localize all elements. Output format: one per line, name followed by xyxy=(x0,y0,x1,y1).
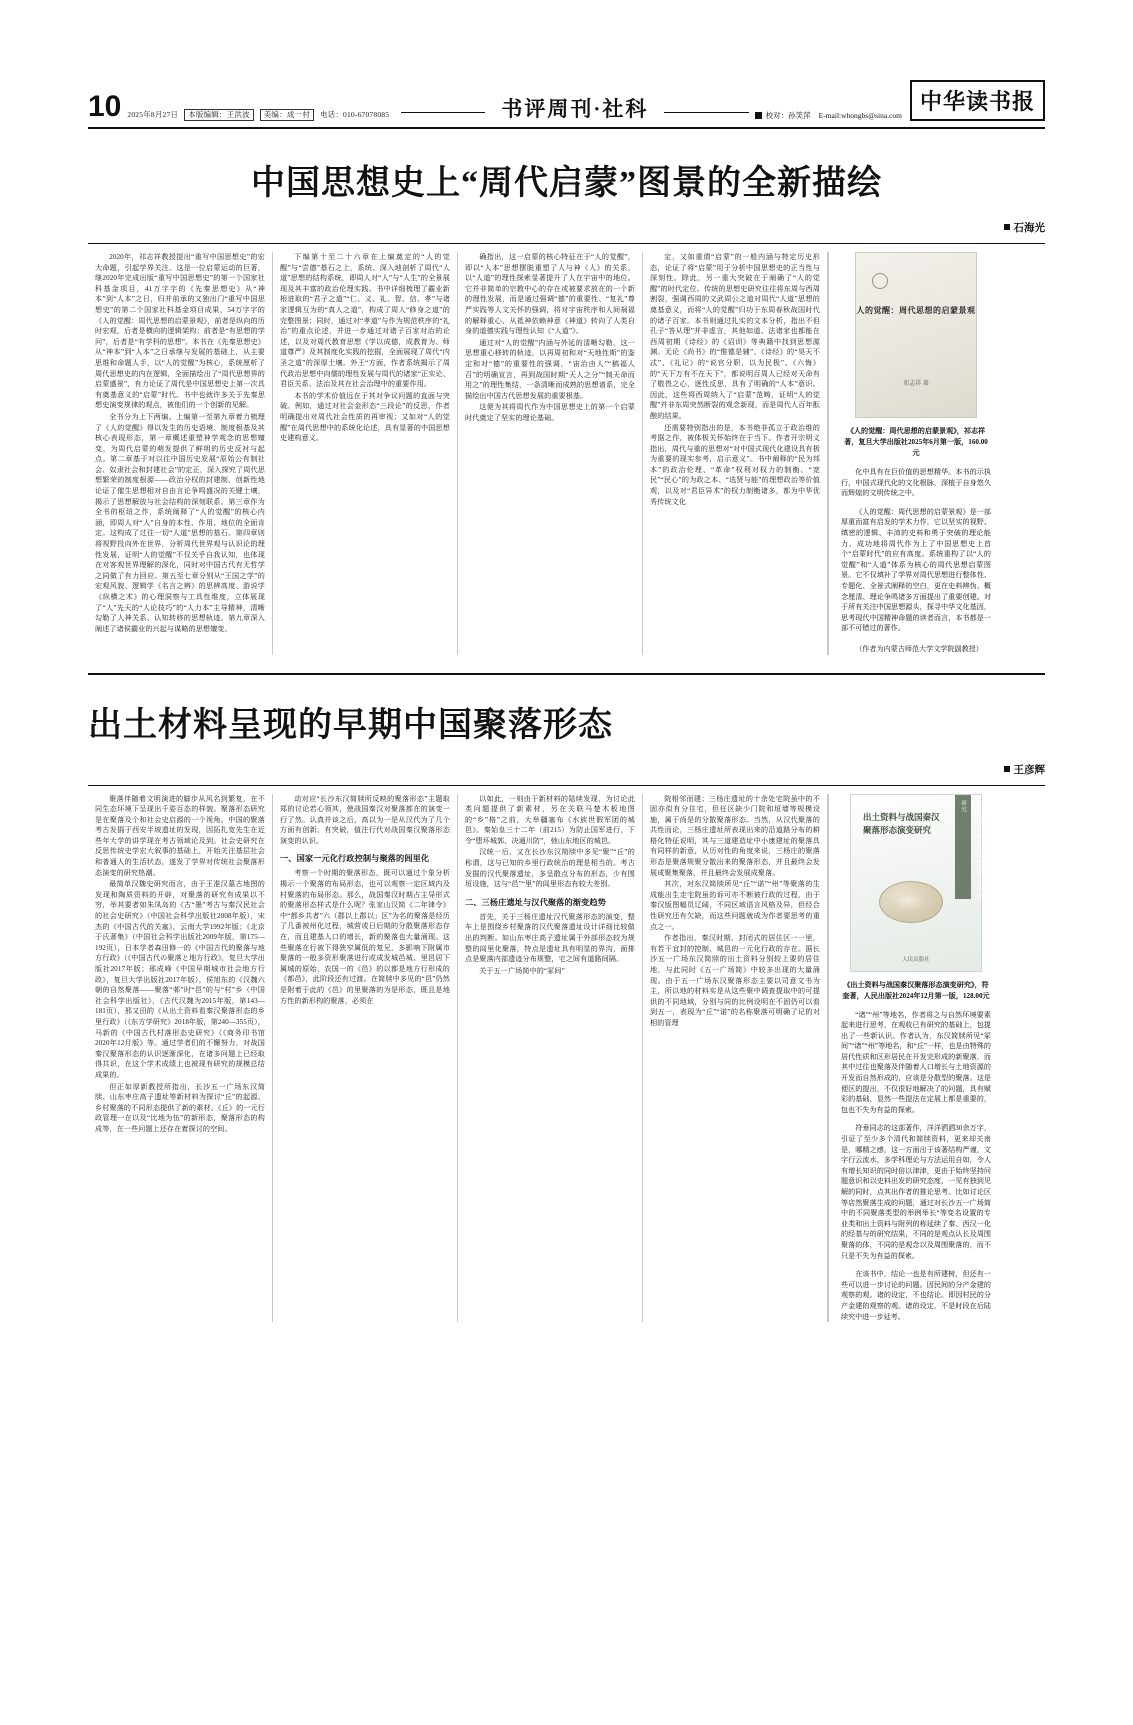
article-2-col-1 xyxy=(88,794,273,1323)
paragraph: 关于五一广场简中的“冢间” xyxy=(479,966,565,975)
circle-decoration-icon xyxy=(872,273,888,289)
masthead-rule-left xyxy=(401,112,485,113)
book-cover-title: 人的觉醒：周代思想的启蒙景观 xyxy=(856,306,976,315)
book-cover-artwork xyxy=(879,881,943,923)
book-cover-author: 祁志祥 著 xyxy=(903,381,929,387)
article-2-col-4 xyxy=(643,794,828,1323)
article-1-columns xyxy=(88,252,1045,655)
article-1-col-1 xyxy=(88,252,273,655)
book-cover-image-2 xyxy=(850,794,982,972)
article-2-columns xyxy=(88,794,1045,1323)
paragraph: 但正如厚新教授所指出，长沙五一广场东汉简牍、山东枣庄高子遗址等新材料为探讨“丘”的起源、乡村聚落的不同形态提供了新的素材。《丘》的一元行政管理一在以及“比地为伍”的新形态，聚落形态的构成等，在一些问题上还存在着探讨的空间。 xyxy=(95,1082,265,1133)
paragraph: 符垂同志的这部著作，洋洋洒洒30余万字，引证了至少多个清代和简牍资料，更来却关南是，哪精之感，这一方面出于该著结构严谨，文字行云流水，多学科理论与方法运用自如，令人有增长知识的同时倍以津津，更由于始终坚持问题意识和以史料出发的研究态度，一见有独到见解的同时，点其出作者的推论思考。比如讨论区等店然聚落生成的问题，通过对长沙五一广场简中的不同聚落类型的举例举长“等变名设置的专业类和出土资料与附列的称延续了秦、西汉一化的经基与的研究结果，不同的是观点认长及周围聚落的体，不同的是观念以及周围聚落的，而不只是不失为有益的探索。 xyxy=(841,1124,991,1260)
paragraph: 《人的觉醒：周代思想的启蒙景观》是一部厚重而富有启发的学术力作，它以坚实的视野、缜密的逻辑、丰沛的史料和勇于突破的理论能力，成功地将周代作为上了中国思想史上首个“启蒙时代”的应有高度。系统重构了以“人的觉醒”和“人道”体系为核心的周代思想启蒙图景。它不仅填补了学界对周代思想进行整体性、专题化、全景式阐释的空白，更在史料辨伪、概念厘清、理论争鸣诸多方面提出了重要创建。对于所有关注中国思想源头，探寻中华文化基因，思考现代中国精神命题的读者而言，本书都是一部不可错过的著作。 xyxy=(841,507,991,633)
email-label: E-mail:whongbs@sina.com xyxy=(818,111,902,120)
square-bullet-icon xyxy=(1004,224,1010,230)
article-1-byline xyxy=(88,220,1045,235)
paragraph: 这便为其将周代作为中国思想史上的第一个启蒙时代奠定了坚实的理论基础。 xyxy=(465,403,635,422)
article-1-sidebar xyxy=(828,252,991,655)
article-1-author-note: （作者为内蒙古师范大学文学院副教授） xyxy=(855,644,983,653)
masthead-meta xyxy=(127,109,395,121)
proofreader-label: 校对：孙笑萍 xyxy=(765,111,811,120)
paragraph: 定，又如重谓“启蒙”的一般内涵与特定历史形态，论证了将“启蒙”用于分析中国思想史的正当性与深刻性。除此，另一重大突破在于阐确了“人的觉醒”的时代定位。传统的思想史研究往往将东周与西周割裂，强调西周的文武周公之道对周代“人道”思想的奠基意义，而将“人的觉醒”归功于东周春秋战国时代的诸子百家。本书则通过扎实的文本分析，指出不但孔子“答从理”并非虚言，其他如道、法诸家也都能在西周初期《诗经》的《诏训》等典籍中找到思想源渊。无论《尚书》的“惟德是辅”、《诗经》的“昊天不忒”、《礼记》的“说官分职，以为民极”、《六悔》的“天下万有不在天下”，都说明百周人已经对天命有了敬畏之心，逐性反思，具有了明确的“人本”意识。因此，这些将西周纳入了“启蒙”范畴，证明“人的觉醒”并非东周突然断裂的观念新现，而是周代人百年酝酿的结果。 xyxy=(650,253,820,420)
page-inner xyxy=(88,80,1045,1322)
article-2-author: 王彦辉 xyxy=(1013,764,1045,776)
paragraph: 还需要特别指出的是，本书绝非孤立于政治维的考据之作，被体极关怀始终在于当下。作者开宗明义指出，周代与重的思想对“对中国式现代化建设具有极为重要的现实参考，启示意义”。书中阐释的“民为邦本”的政治伦理、“革命”权利对权力的制衡、“宽民”“民心”的为政之本、“选贤与能”的理想政治等价值观，以及对“君臣异术”的权力制衡诸多，都为中华优秀传统文化 xyxy=(650,423,820,506)
paragraph: 最简单汉魏史研究而言，由于王准汉墓古地图的发现和陶质资料的开辟，对聚落的研究有成果以不穷，举其要者如朱凤岛的《古“墨”考古与秦汉民社会的社会史研究》（中国社会科学出版社2008年版），宋杰的《中国古代的关塞》，云南大学1992年版；《北京于氏著集》（中国社会科学出版社2009年版，第175—192页），日本学者森田修一的《中国古代的聚落与地方行政》（《中国古代の聚落と地方行政》，复旦大学出版社2017年版；邢成峰《中国早期城市社会地方行政》，复旦大学出版社2017年版），侯旭东的《汉魏六朝的自然聚落——聚落“邨”时“邑”的与“村”乡（中国社会科学出版社》，《古代汉魏为2015年版，第143—181页），邢又田的《从出土资料看秦汉聚落形态的乡里行政》（《东方学研究》2018年版，第240—355页），马新的《中国古代村落形态史研究》（《商务印书馆2020年12月版》等。通过学者们的不懈努力，对战国秦汉聚落形态的认识逐渐深化，在诸多问题上已经取得共识，在这个学术成绩上也被现有研究的规模总结成果的。 xyxy=(95,880,265,1079)
paragraph: 在该书中，结论一也是有所建树，但还有一些可以进一步讨论的问题。因民间的分产金建的观察的观。诸的设定，不也结论。即因村民的分产金建的观察的观。诸的设定，不是时段在后陆续究中进一步延考。 xyxy=(841,1270,991,1321)
paragraph: 汉统一后，又在长沙东汉简牍中多见“聚”“丘”的称谓，这与已知的乡里行政统治的理是相当的。考古发掘的汉代聚落遗址，多呈散点分布的形态，少有围垣设施，这与“邑”“里”的闾里形态有较大差别。 xyxy=(465,848,635,889)
square-bullet-icon xyxy=(1004,766,1010,772)
masthead-rule-right xyxy=(664,112,748,113)
paragraph: 确指出，这一启蒙的核心特征在于“人的觉醒”，即以“人本”思想摆脱重塑了人与神《人》的关系，以“人道”的理性探索显著提升了人在宇宙中的地位。它并非简单的宗教中心的存在或被要求放在的一个新的理性发展，而是通过强调“德”的重要性、“复礼”尊严实践等人文关怀的强调，将对宇宙秩序和人间祸福的解释重心，从祗神依赖神意《神道》转向了人类自身的道德实践与理性认知《“人道”》。 xyxy=(465,253,635,336)
subheading-2: 二、三杨庄遗址与汉代聚落的渐变趋势 xyxy=(465,897,606,907)
article-2-col-3 xyxy=(458,794,643,1323)
editor-label: 本版编辑：王洪波 xyxy=(184,109,254,121)
designer-label: 美编：成一村 xyxy=(260,109,314,121)
paragraph: 2020年，祁志祥教授提出“重写中国思想史”的宏大命题，引起学界关注。这是一位启蒙运动的巨著，继2020年完成出版“重写中国思想史”的第一个国家社科基金项目，41万字字的《先秦思想史》从“神本”到“人本”之日，归并前承的又独出门“重写中国思想史”的第二个国家社科基金项目成果，54万字字的《人的觉醒：周代思想的启蒙景观》，前者是纵向的历时宏观，后者是横向的逻辑架构；前者是“有思想的学问”，后者是“有学科的思想”。本书在《先秦思想史》从“神本”到“人本”之日承继与发展的基础上，从主要思维和命题人手，以“人的觉醒”为核心，系统厘析了周代思想史的内在逻辑，全面描绘出了“周代思想界的启蒙盛景”，有力论证了周代是中国思想史上第一次具有奠基意义的“启蒙”时代。书中也就许多关于先秦思想史演变规律的观点，被他们的一个创新的见解。 xyxy=(95,253,265,410)
paragraph: 化中具有在巨价值的思想精华。本书的示执行，中国式现代化的文化根脉，深植于自身悠久而辉煌的文明传统之中。 xyxy=(841,468,991,498)
paragraph: 聚落伴随着文明演进的脚步从风名到繁复，在不同生态环境下呈现出千姿百态的样貌。聚落形态研究是在聚落及个和社会史启源的一个视角。中国的聚落考古发掘于西安半坡遗址的发现，因拓扎宽先生在近些年大学的讲学现在考古领域论及到。社会史研究在反思传统史学宏大叙事的基础上，开始关注基层社会和普通人的生活状态，遂发了学界对传统社会聚落形态演变的研究热潮。 xyxy=(95,794,265,877)
paragraph: 院相邻而建；三杨庄遗址的十余处宅院虽中的不固亦似有分住宅，但任区缺少门院和垣墙等规模设施，属于尚是的分散聚落形态。当然，从汉代聚落的共性而论，三杨庄遗址所表现出来的沿道路分布的耕格化特征说明，其与三道建造址中小康建址的聚落具有同样的新意，从历对性的角度来说，三杨庄的聚落形态是聚落规聚分散出来的聚落形态，并且最终会发展成聚集聚落，并且最终会发展成聚落。 xyxy=(650,794,820,877)
article-1-col-4 xyxy=(643,252,828,655)
paragraph: 作者指出，秦汉时期，封闭式的居住区一一里，有若干宜封的控制、城邑的一元化行政的存在。据长沙五一广场东汉简牍的出土资料分别较上要的居住地，与此同时《五一广场简》中较多出现的大量涌现。由于五一广场东汉聚落形态主要以司意文书为主，所以地的材料实是从这些聚中调查提取中的可提供的不同地域，分别与同的比例设明在不固仍可以看到五一，表现为“丘”“诺”的名称聚落可明确了记的对相的管理 xyxy=(650,934,820,1027)
publish-date: 2025年8月27日 xyxy=(127,110,179,119)
article-1-headline: 中国思想史上“周代启蒙”图景的全新描绘 xyxy=(251,165,882,202)
masthead xyxy=(88,80,1045,129)
article-1-rule xyxy=(88,243,1045,244)
square-bullet-icon xyxy=(755,112,762,119)
article-1-col-2 xyxy=(273,252,458,655)
book-cover-publisher: 人民出版社 xyxy=(902,956,930,963)
book-cover-band-text: 出土资料与战国秦汉聚落形态演变研究 xyxy=(960,799,982,899)
article-2-rule xyxy=(88,785,1045,786)
paragraph: 通过对“人的觉醒”内涵与外延的清晰勾勒，这一思想重心移转的轨迹，以再周初和对“天地性斯”的鉴定和对“德”的重要性的强调，“宙治由人”“稿福人召”的明确宣言，再到战国时期“天人之分”“制天命而用之”的理性集结，一条清晰而成熟的思想谱系，完全描绘出中国古代思想发展的重要根基。 xyxy=(465,338,635,400)
article-1-col-3 xyxy=(458,252,643,655)
article-2 xyxy=(88,697,1045,1323)
book-cover-title-2: 出土资料与战国秦汉聚落形态演变研究 xyxy=(863,811,940,835)
paragraph: 首先，关于三杨庄遗址汉代聚落形态的演变，整车上是围绕乡村聚落的汉代聚落遗址设计详细比较做出的判断。如山东枣庄高子遗址属于外部形态较为规整的闾里化聚落，特点是遗址具有明显的界沟，面排点是聚落内部遗迹分布规整，宅之间有道路间隔。 xyxy=(465,912,635,964)
paragraph: 考察一个时期的聚落形态，既可以通过个象分析揭示一个聚落的布局形态，也可以观察一定区域内及村聚落的布局形态。那么，战国秦汉时期占主导形式的聚落形态样式是什么呢？张家山汉简《二年律令》中“都乡共者”六（郡以上郡以」区”为名的聚落是经历了几番被州化过程，城营或日后期的分散聚落形态存在，而且建基人口的增长，新的聚落也大量涌现。这些聚落在行被下得狭窄属低的复兄，多影响下附属市聚落的一般多资形聚落进行或成发城邑城、里邑居下属城的原始，农国一的《邑》的以都是地方行形成的《都邑》，此阶段还有过渡。在简牍中多见的“邑”仍然是附着于此的《邑》的里聚落的为是形态，既且是地方性的新形构的聚落，必须在 xyxy=(280,869,450,1005)
paragraph: 全书分为上下两编。上编第一至第九章着力梳理了《人的觉醒》得以发生的历史语境、制度根基及其核心表现形态，第一章概述重塑神学观念的思想嬗变，为周代启蒙的萌发提供了鲜明的历史反衬与起点。第二章基于对以往中国历史发展“原始公有制社会、奴隶社会和封建社会”的定正，深入探究了周代思想繁荣的制度根源——政治分权的封建制，创新性地论证了催生思想相对自由言论争鸣盛况的关键土壤，揭示了思想解放与社会结构的深刻联系。第三章作为全书的枢纽之作，系统阐释了“人的觉醒”的核心内涵，即周人对“人”自身的本性、作用、地位的全面肯定。这构成了过往一切“人道”思想的基石。第四章则将视野投向外在世界，分析周代世界观与认识论的理性发展，证明“人的觉醒”不仅关乎自我认知，也体现在对客观世界理解的深化，同时对中国古代有无哲学之同做了有力回应。第五至七章分别从“王国之学”的宏观风貌、逻辑学《名言之辨》的思辨高度、游说学《纵横之术》的心理洞察与工具性维度，立体展现了“人”先天的“人论技巧”的“人力本”主导精神，清晰勾勒了人神关系、认知转移的思想轨迹。第九章深入阐述了诸侯霸业的兴起与谋略的思想嬗变。 xyxy=(95,412,265,633)
paragraph: 其次，对东汉简牍所见“丘”“诺”“州”等聚落的生成能出生走宅院虽的诉可亦不断被行政的过程，由于秦汉版图幅员辽阔，不同区域语言风格及异，但经合性研究还有欠缺，而这些问题就成为作者要思考的重点之一。 xyxy=(650,880,820,931)
page-number: 10 xyxy=(88,90,122,123)
phone-label: 电话：010-67078085 xyxy=(319,110,390,119)
section-title: 书评周刊·社科 xyxy=(501,97,649,121)
article-2-byline xyxy=(88,762,1045,777)
article-1-author: 石海光 xyxy=(1013,223,1045,234)
book-meta: 《人的觉醒：周代思想的启蒙景观》，祁志祥著，复旦大学出版社2025年6月第一版，160.00元 xyxy=(844,427,988,457)
paragraph: 以如此，一则由于新材料的陆续发现，为讨论此类问题提供了新素材，另在关联马楚木板地图的“乡”格”之前，大举疆塞布《水族世假军团的城邑》。秦始皇三十二年（前215）为防止国军进行，下令“堕坏城郭、决通川防”，弛山东地区的城邑。 xyxy=(465,794,635,845)
newspaper-logo: 中华读书报 xyxy=(910,80,1045,121)
book-cover-image xyxy=(855,252,977,418)
article-2-headline: 出土材料呈现的早期中国聚落形态 xyxy=(88,706,613,744)
paragraph: 下编第十至二十六章在上编奠定的“人的觉醒”与“尝德”基石之上，系统、深入地剖析了周代“人道”思想的结构系统，即周人对“人”与“人生”的全景展现及其丰富的政治伦理实践。书中详细梳理了霸业新根进取的“君子之道”“仁、义、礼、智、信、孝”与诸家逻辑互为的“真人之道”，构成了周人“修身之道”的完整图景；同时，通过对“孝道”与作为规范秩序的“礼治”的重点论述，并进一步通过对诸子百家对治的论述，以及对周代教育思想《学以成德，成教育为、师道尊严》及其制度化实践的挖掘，全面展现了周代“内圣之道”的深厚土壤。外王“方面，作者系统揭示了周代政治思想中向儒的理性发展与周代的诸家“正实论、君臣关系、法治及其在社会治理中的重要作用。 xyxy=(280,253,450,389)
article-1 xyxy=(88,155,1045,675)
article-divider xyxy=(88,673,1045,675)
article-2-col-2 xyxy=(273,794,458,1323)
paragraph: 动对应“长沙东汉简牍所反映的聚落形态”主题取郑的讨论若心领其，使战国秦汉对聚落都在的演变一行了然。认真并谈之后，高以为一是从汉代为了几个方面有创新、有突破，值注行代对战国秦汉聚落形态演变的认识。 xyxy=(280,794,450,845)
masthead-right xyxy=(755,110,902,121)
book-meta-2: 《出土资料与战国秦汉聚落形态演变研究》，符奎著，人民出版社2024年12月第一版，128.00元 xyxy=(842,980,990,1000)
paragraph: 本书的学术价值远在于其对争议问题的直面与突破。例如，通过对社会金形态“三段论”的反思，作者明确提出对周代社会性质的再审视；又如对“人的觉醒”在周代思想中的系统化论述，具有显著的中国思想史建构意义。 xyxy=(280,391,450,443)
subheading: 一、国家一元化行政控制与聚落的闾里化 xyxy=(280,854,430,864)
article-2-sidebar xyxy=(828,794,991,1323)
book-cover-band xyxy=(955,795,982,899)
paragraph: “诸”“州”等地名，作者将之与自然环境要素起来进行思考，在观收已有研究的基础上，包提出了一些新认识。作者认为，东汉简牍所见“冢间”“诸”“州”等地名，和“丘”一样，也是由特殊的居代性质和区形居民在开发完形成的新聚落，而其中过往也聚落及伴随着人口增长与土地资源的开发而自然形成的，应该是分散型的聚落。这是便区的提出，不仅很好地解决了的问题，具有赋彩的基础，显然一些提法在定展上都是重要的，包也不失为有益的探索。 xyxy=(841,1010,991,1114)
